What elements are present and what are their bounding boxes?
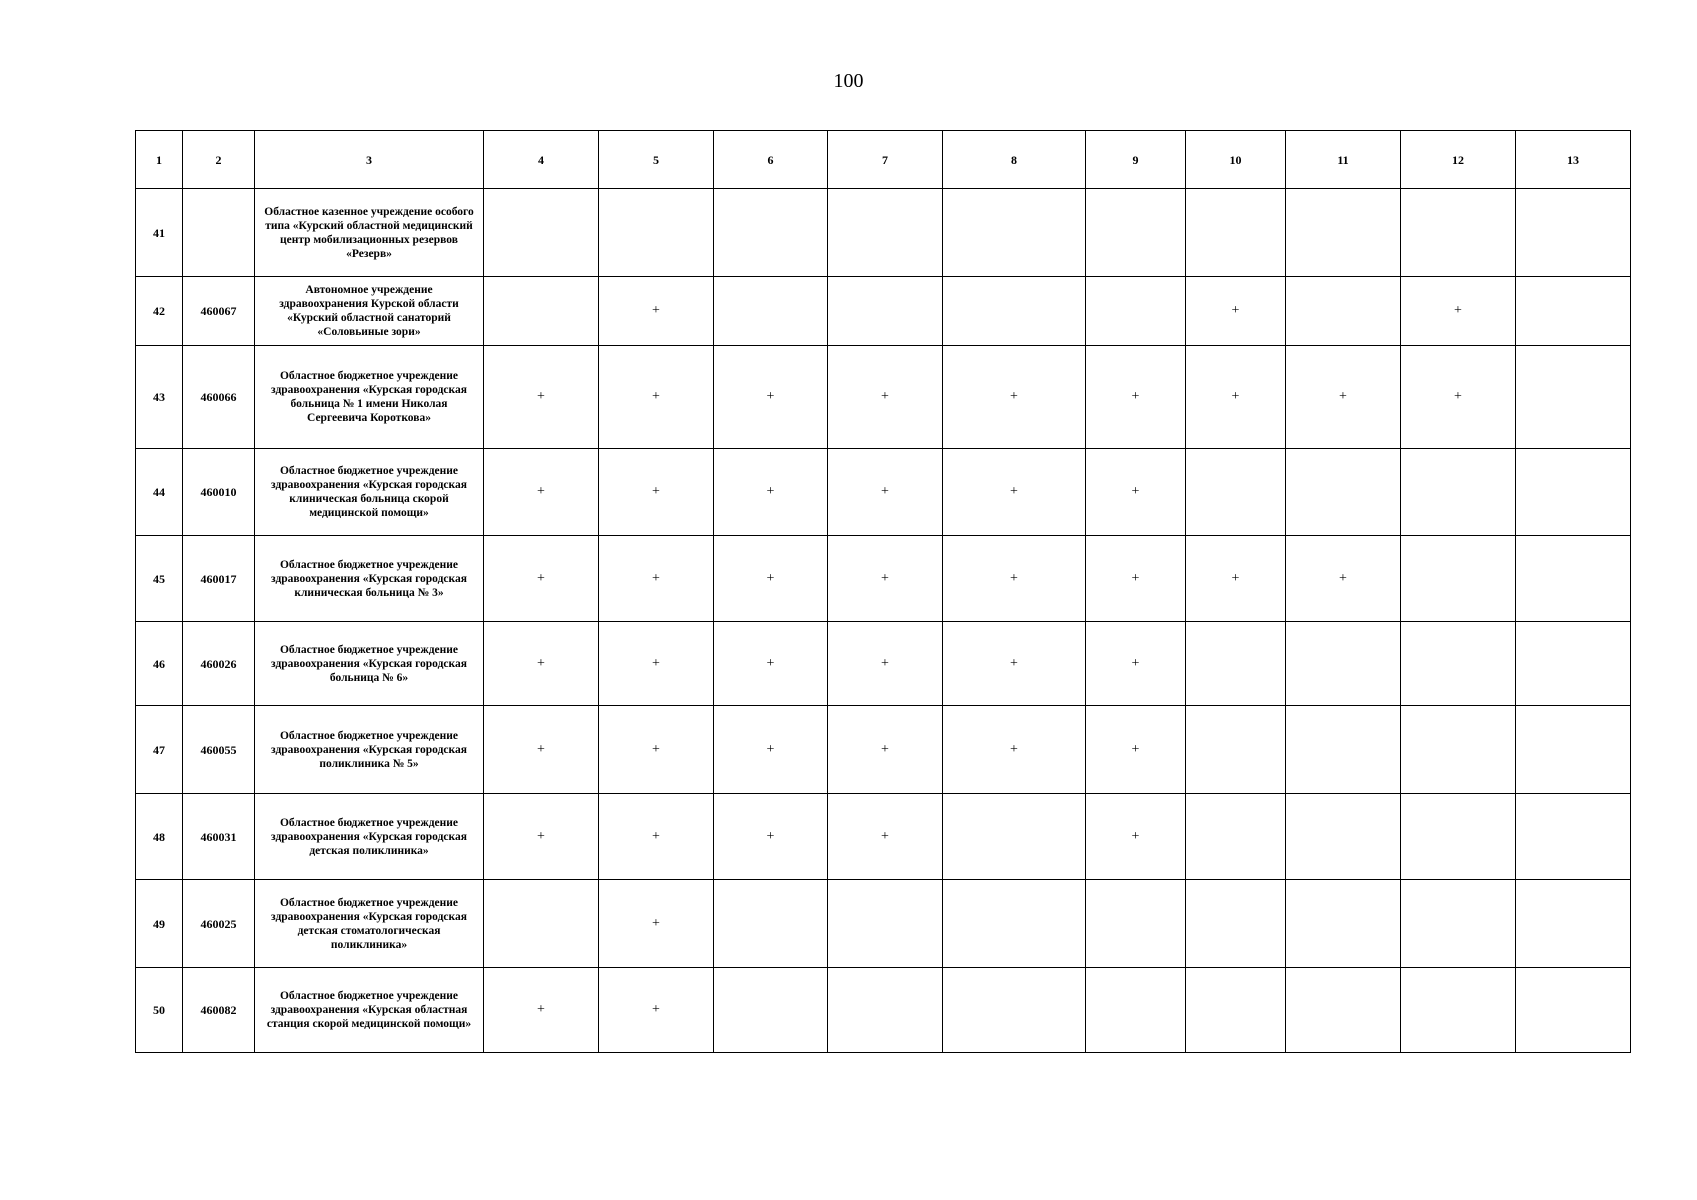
mark-cell-col-5: [599, 189, 714, 277]
mark-cell-col-5: +: [599, 794, 714, 880]
row-number-cell: 49: [136, 880, 183, 968]
row-number-cell: 50: [136, 968, 183, 1053]
mark-cell-col-6: +: [714, 622, 828, 706]
institution-name-cell: Автономное учреждение здравоохранения Курской области «Курский областной санаторий «Соловьиные зори»: [255, 277, 484, 346]
institution-code-cell: 460010: [183, 449, 255, 536]
column-header-12: 12: [1401, 131, 1516, 189]
mark-cell-col-6: [714, 189, 828, 277]
mark-cell-col-8: +: [943, 536, 1086, 622]
column-header-2: 2: [183, 131, 255, 189]
mark-cell-col-8: [943, 880, 1086, 968]
mark-cell-col-12: [1401, 536, 1516, 622]
column-header-11: 11: [1286, 131, 1401, 189]
mark-cell-col-12: [1401, 449, 1516, 536]
table-row: [136, 449, 1631, 536]
mark-cell-col-7: [828, 880, 943, 968]
table-row: [136, 346, 1631, 449]
institution-code-cell: [183, 189, 255, 277]
mark-cell-col-8: [943, 277, 1086, 346]
institution-name-cell: Областное бюджетное учреждение здравоохранения «Курская городская клиническая больница скорой медицинской помощи»: [255, 449, 484, 536]
mark-cell-col-9: [1086, 968, 1186, 1053]
mark-cell-col-4: +: [484, 968, 599, 1053]
institution-name-cell: Областное бюджетное учреждение здравоохранения «Курская городская детская поликлиника»: [255, 794, 484, 880]
mark-cell-col-11: +: [1286, 536, 1401, 622]
mark-cell-col-9: [1086, 277, 1186, 346]
mark-cell-col-11: [1286, 622, 1401, 706]
mark-cell-col-6: +: [714, 449, 828, 536]
column-header-13: 13: [1516, 131, 1631, 189]
mark-cell-col-4: +: [484, 346, 599, 449]
mark-cell-col-7: +: [828, 536, 943, 622]
mark-cell-col-13: [1516, 794, 1631, 880]
mark-cell-col-8: +: [943, 449, 1086, 536]
institution-name-cell: Областное бюджетное учреждение здравоохранения «Курская городская клиническая больница № 3»: [255, 536, 484, 622]
column-header-3: 3: [255, 131, 484, 189]
row-number-cell: 43: [136, 346, 183, 449]
mark-cell-col-13: [1516, 346, 1631, 449]
column-header-6: 6: [714, 131, 828, 189]
mark-cell-col-9: [1086, 189, 1186, 277]
mark-cell-col-10: [1186, 968, 1286, 1053]
mark-cell-col-9: +: [1086, 449, 1186, 536]
mark-cell-col-13: [1516, 449, 1631, 536]
mark-cell-col-13: [1516, 880, 1631, 968]
mark-cell-col-12: [1401, 622, 1516, 706]
institution-code-cell: 460082: [183, 968, 255, 1053]
mark-cell-col-5: +: [599, 346, 714, 449]
mark-cell-col-11: [1286, 794, 1401, 880]
mark-cell-col-6: +: [714, 794, 828, 880]
mark-cell-col-10: [1186, 189, 1286, 277]
row-number-cell: 48: [136, 794, 183, 880]
institution-name-cell: Областное бюджетное учреждение здравоохранения «Курская городская детская стоматологическая поликлиника»: [255, 880, 484, 968]
mark-cell-col-10: [1186, 794, 1286, 880]
institution-code-cell: 460026: [183, 622, 255, 706]
mark-cell-col-11: [1286, 449, 1401, 536]
mark-cell-col-12: [1401, 880, 1516, 968]
mark-cell-col-9: +: [1086, 622, 1186, 706]
mark-cell-col-10: [1186, 449, 1286, 536]
mark-cell-col-4: +: [484, 449, 599, 536]
mark-cell-col-5: +: [599, 880, 714, 968]
mark-cell-col-6: [714, 880, 828, 968]
mark-cell-col-4: +: [484, 794, 599, 880]
mark-cell-col-10: [1186, 880, 1286, 968]
mark-cell-col-11: [1286, 189, 1401, 277]
mark-cell-col-13: [1516, 622, 1631, 706]
table-row: [136, 794, 1631, 880]
mark-cell-col-7: [828, 968, 943, 1053]
mark-cell-col-8: +: [943, 346, 1086, 449]
column-header-8: 8: [943, 131, 1086, 189]
institution-code-cell: 460025: [183, 880, 255, 968]
column-header-7: 7: [828, 131, 943, 189]
institution-name-cell: Областное бюджетное учреждение здравоохранения «Курская городская больница № 6»: [255, 622, 484, 706]
column-header-1: 1: [136, 131, 183, 189]
column-header-10: 10: [1186, 131, 1286, 189]
mark-cell-col-11: +: [1286, 346, 1401, 449]
row-number-cell: 46: [136, 622, 183, 706]
mark-cell-col-4: +: [484, 536, 599, 622]
mark-cell-col-7: +: [828, 346, 943, 449]
mark-cell-col-13: [1516, 277, 1631, 346]
mark-cell-col-11: [1286, 968, 1401, 1053]
column-header-5: 5: [599, 131, 714, 189]
mark-cell-col-4: +: [484, 622, 599, 706]
mark-cell-col-12: [1401, 968, 1516, 1053]
mark-cell-col-13: [1516, 536, 1631, 622]
mark-cell-col-4: [484, 189, 599, 277]
mark-cell-col-12: +: [1401, 277, 1516, 346]
mark-cell-col-12: +: [1401, 346, 1516, 449]
row-number-cell: 42: [136, 277, 183, 346]
mark-cell-col-11: [1286, 880, 1401, 968]
page-number: 100: [833, 70, 864, 92]
table-row: [136, 622, 1631, 706]
institution-code-cell: 460055: [183, 706, 255, 794]
mark-cell-col-5: +: [599, 622, 714, 706]
mark-cell-col-4: [484, 277, 599, 346]
row-number-cell: 45: [136, 536, 183, 622]
mark-cell-col-5: +: [599, 706, 714, 794]
table-row: [136, 880, 1631, 968]
table-header-row: [136, 131, 1631, 189]
mark-cell-col-12: [1401, 706, 1516, 794]
mark-cell-col-12: [1401, 189, 1516, 277]
institution-code-cell: 460067: [183, 277, 255, 346]
mark-cell-col-11: [1286, 277, 1401, 346]
mark-cell-col-6: +: [714, 346, 828, 449]
mark-cell-col-5: +: [599, 277, 714, 346]
mark-cell-col-13: [1516, 706, 1631, 794]
institution-name-cell: Областное бюджетное учреждение здравоохранения «Курская городская больница № 1 имени Николая Сергеевича Короткова»: [255, 346, 484, 449]
institution-code-cell: 460017: [183, 536, 255, 622]
mark-cell-col-8: [943, 794, 1086, 880]
mark-cell-col-10: [1186, 706, 1286, 794]
mark-cell-col-7: +: [828, 794, 943, 880]
table-row: [136, 536, 1631, 622]
mark-cell-col-13: [1516, 968, 1631, 1053]
institution-name-cell: Областное бюджетное учреждение здравоохранения «Курская городская поликлиника № 5»: [255, 706, 484, 794]
table-row: [136, 277, 1631, 346]
mark-cell-col-10: +: [1186, 346, 1286, 449]
mark-cell-col-8: +: [943, 706, 1086, 794]
institution-code-cell: 460066: [183, 346, 255, 449]
mark-cell-col-10: [1186, 622, 1286, 706]
mark-cell-col-4: [484, 880, 599, 968]
row-number-cell: 47: [136, 706, 183, 794]
table-row: [136, 706, 1631, 794]
mark-cell-col-5: +: [599, 449, 714, 536]
institution-name-cell: Областное казенное учреждение особого типа «Курский областной медицинский центр мобилизационных резервов «Резерв»: [255, 189, 484, 277]
mark-cell-col-12: [1401, 794, 1516, 880]
mark-cell-col-6: +: [714, 536, 828, 622]
mark-cell-col-9: [1086, 880, 1186, 968]
institutions-table: [135, 130, 1631, 1053]
mark-cell-col-7: [828, 189, 943, 277]
mark-cell-col-6: [714, 277, 828, 346]
mark-cell-col-9: +: [1086, 536, 1186, 622]
mark-cell-col-8: +: [943, 622, 1086, 706]
mark-cell-col-6: [714, 968, 828, 1053]
mark-cell-col-8: [943, 189, 1086, 277]
mark-cell-col-4: +: [484, 706, 599, 794]
table-row: [136, 968, 1631, 1053]
mark-cell-col-7: +: [828, 622, 943, 706]
mark-cell-col-7: +: [828, 706, 943, 794]
institution-code-cell: 460031: [183, 794, 255, 880]
column-header-4: 4: [484, 131, 599, 189]
mark-cell-col-7: +: [828, 449, 943, 536]
row-number-cell: 41: [136, 189, 183, 277]
row-number-cell: 44: [136, 449, 183, 536]
institution-name-cell: Областное бюджетное учреждение здравоохранения «Курская областная станция скорой медицинской помощи»: [255, 968, 484, 1053]
mark-cell-col-6: +: [714, 706, 828, 794]
mark-cell-col-7: [828, 277, 943, 346]
mark-cell-col-9: +: [1086, 346, 1186, 449]
mark-cell-col-10: +: [1186, 536, 1286, 622]
column-header-9: 9: [1086, 131, 1186, 189]
mark-cell-col-5: +: [599, 536, 714, 622]
mark-cell-col-5: +: [599, 968, 714, 1053]
mark-cell-col-9: +: [1086, 794, 1186, 880]
mark-cell-col-13: [1516, 189, 1631, 277]
mark-cell-col-10: +: [1186, 277, 1286, 346]
mark-cell-col-9: +: [1086, 706, 1186, 794]
mark-cell-col-8: [943, 968, 1086, 1053]
mark-cell-col-11: [1286, 706, 1401, 794]
table-row: [136, 189, 1631, 277]
